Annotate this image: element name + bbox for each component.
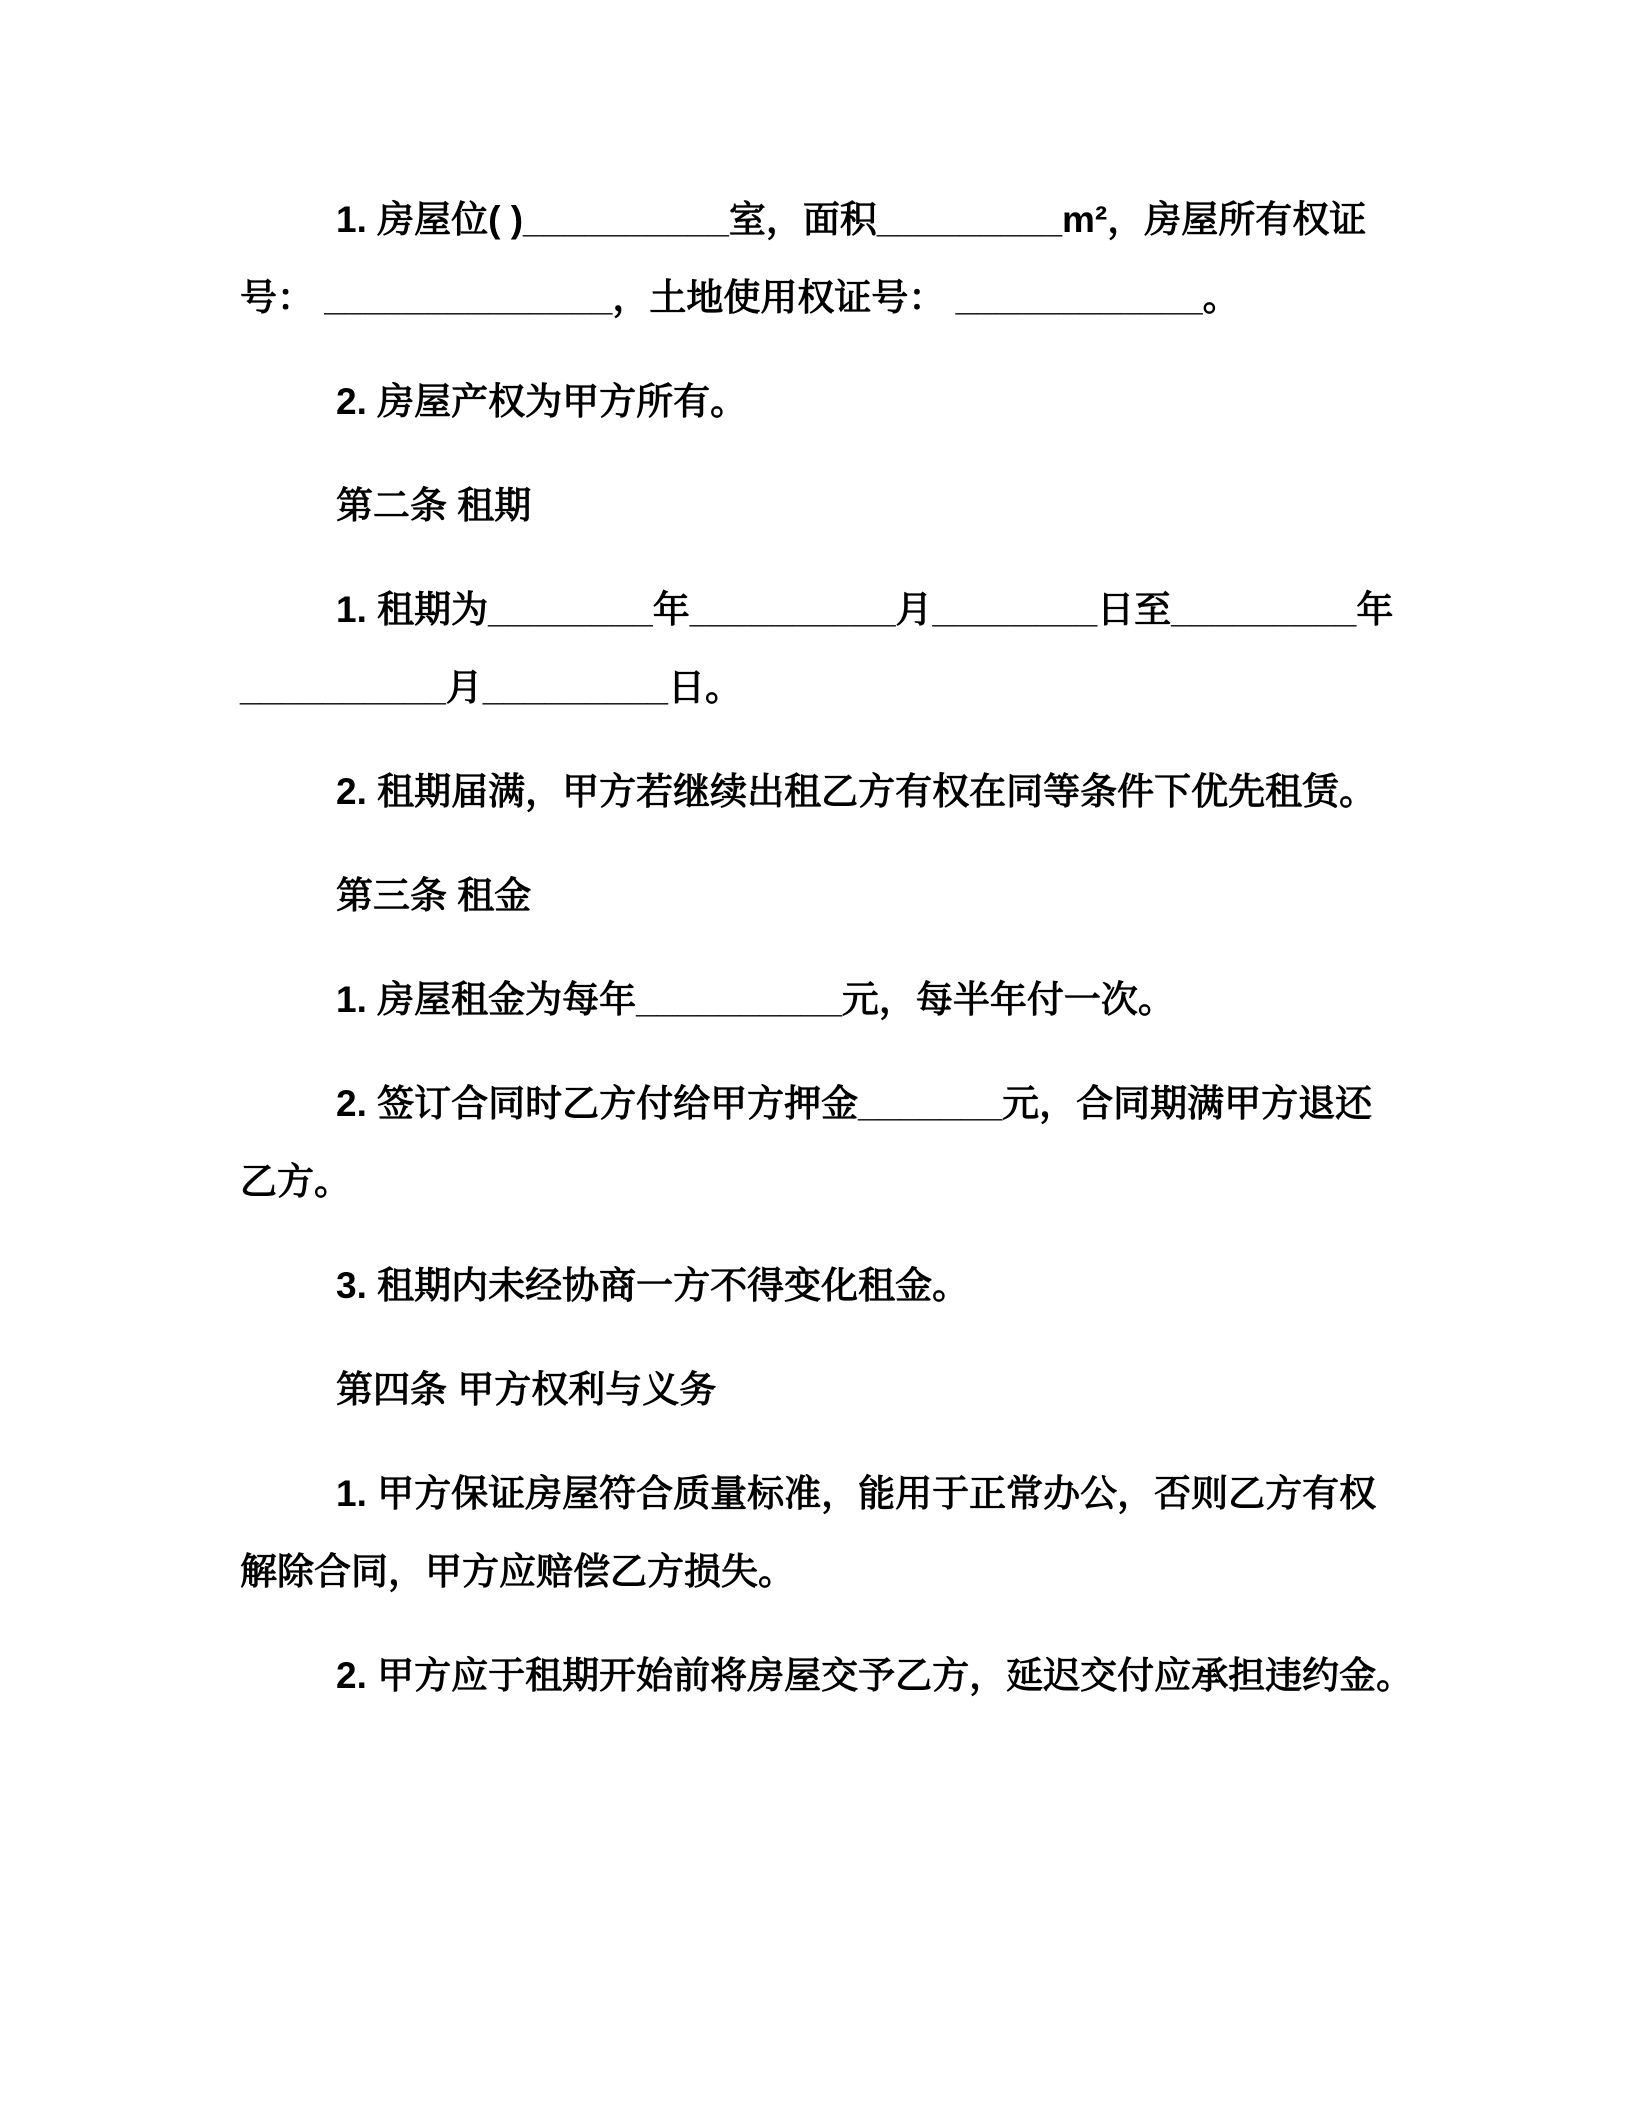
paragraph	[240, 571, 1540, 727]
paragraph	[240, 1065, 1540, 1221]
text-line: 2. 甲方应于租期开始前将房屋交予乙方，延迟交付应承担违约金。	[336, 1655, 1414, 1696]
paragraph	[240, 753, 1540, 831]
section-heading	[240, 1351, 1540, 1429]
section-heading	[240, 857, 1540, 935]
heading-line: 第三条 租金	[336, 875, 532, 916]
paragraph	[240, 363, 1540, 441]
text-line: 2. 签订合同时乙方付给甲方押金_______元，合同期满甲方退还	[336, 1083, 1373, 1124]
heading-line: 第二条 租期	[336, 485, 532, 526]
text-line: 解除合同，甲方应赔偿乙方损失。	[240, 1551, 795, 1592]
paragraph	[240, 1637, 1540, 1715]
paragraph	[240, 1247, 1540, 1325]
paragraph	[240, 961, 1540, 1039]
text-line: 2. 租期届满，甲方若继续出租乙方有权在同等条件下优先租赁。	[336, 771, 1377, 812]
text-line: 号： ______________，土地使用权证号： ____________。	[240, 277, 1240, 318]
text-line: 1. 房屋租金为每年__________元，每半年付一次。	[336, 979, 1175, 1020]
text-line: 1. 租期为________年__________月________日至_________年	[336, 589, 1394, 630]
section-heading	[240, 467, 1540, 545]
paragraph	[240, 1455, 1540, 1611]
text-line: 3. 租期内未经协商一方不得变化租金。	[336, 1265, 970, 1306]
document-content	[240, 181, 1540, 1741]
text-line: __________月_________日。	[240, 667, 742, 708]
text-line: 1. 房屋位( )__________室，面积_________m²，房屋所有权证	[336, 199, 1367, 240]
text-line: 乙方。	[240, 1161, 351, 1202]
text-line: 2. 房屋产权为甲方所有。	[336, 381, 748, 422]
paragraph	[240, 181, 1540, 337]
text-line: 1. 甲方保证房屋符合质量标准，能用于正常办公，否则乙方有权	[336, 1473, 1377, 1514]
heading-line: 第四条 甲方权利与义务	[336, 1369, 717, 1410]
